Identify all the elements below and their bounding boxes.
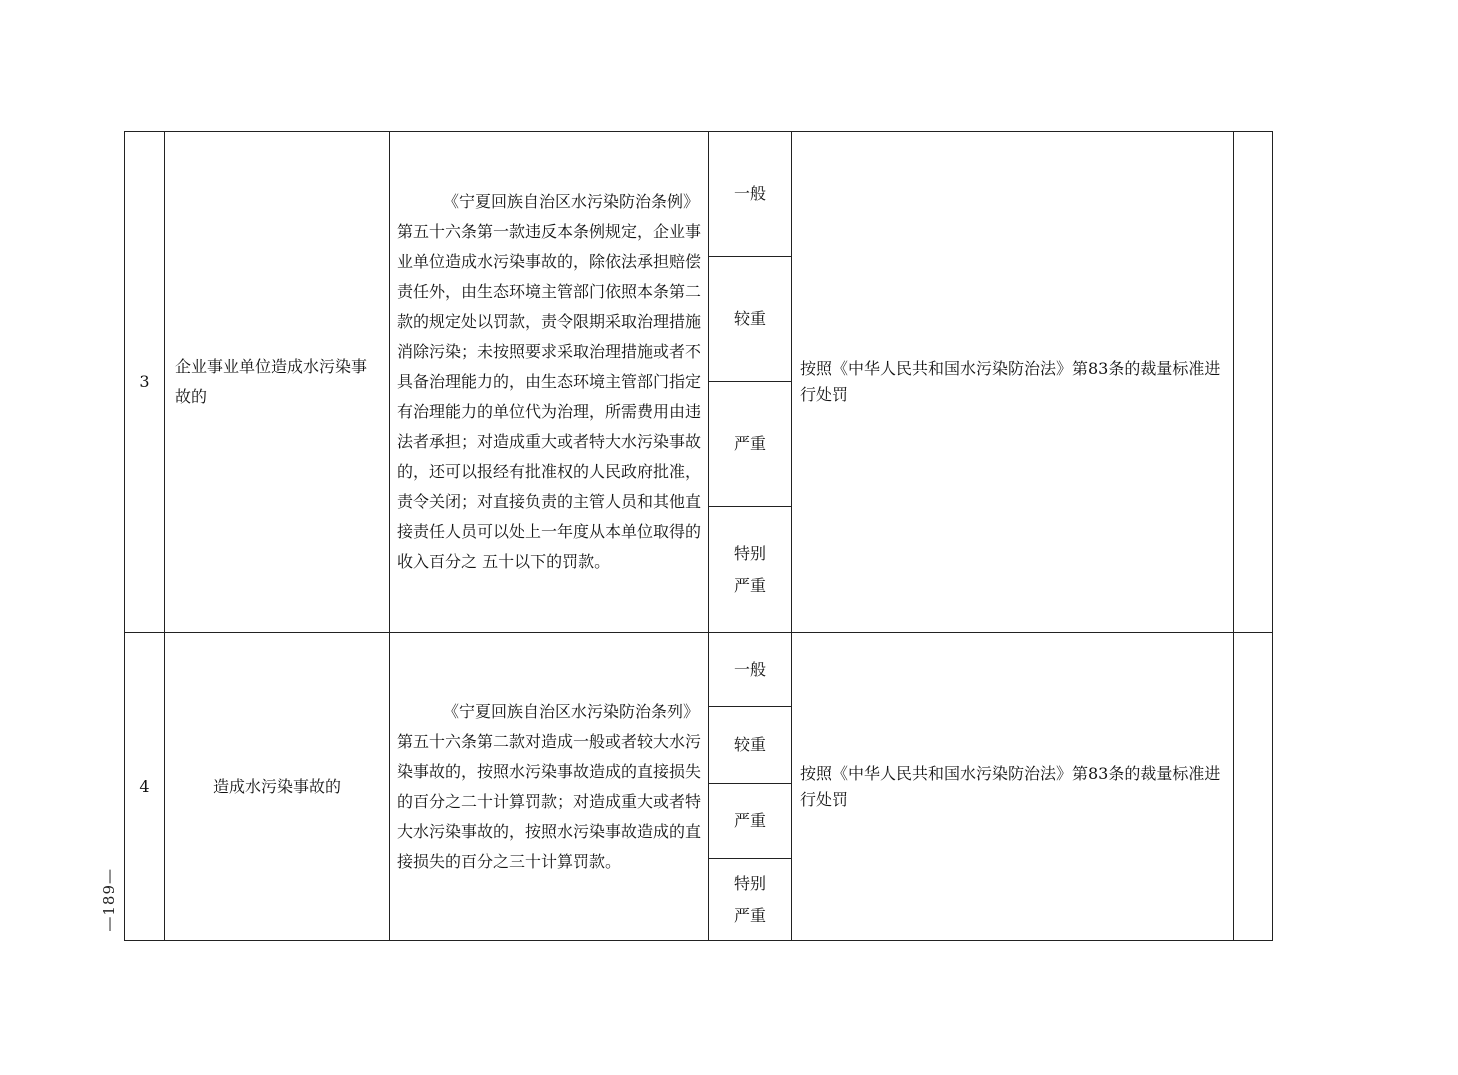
- violation-name-text: 企业事业单位造成水污染事故的: [175, 357, 368, 406]
- remark-cell: [1234, 633, 1273, 941]
- penalty-standard: 按照《中华人民共和国水污染防治法》第83条的裁量标准进行处罚: [792, 633, 1234, 941]
- level-severe: 严重: [709, 784, 792, 859]
- legal-basis: [390, 132, 709, 633]
- table-row: [125, 132, 1273, 257]
- violation-name: 造成水污染事故的: [165, 633, 390, 941]
- level-extremely-severe: [709, 859, 792, 941]
- level-general: 一般: [709, 633, 792, 707]
- page-number: —189—: [100, 868, 118, 932]
- row-number: 4: [125, 633, 165, 941]
- level-extremely-severe-text: 特别严重: [733, 873, 766, 925]
- level-general: 一般: [709, 132, 792, 257]
- legal-basis-text: 《宁夏回族自治区水污染防治条例》第五十六条第一款违反本条例规定，企业事业单位造成水污染事故的，除依法承担赔偿责任外，由生态环境主管部门依照本条第二款的规定处以罚款，责令限期采取治理措施消除污染；未按照要求采取治理措施或者不具备治理能力的，由生态环境主管部门指定有治理能力的单位代为治理，所需费用由违法者承担；对造成重大或者特大水污染事故的，还可以报经有批准权的人民政府批准，责令关闭；对直接负责的主管人员和其他直接责任人员可以处上一年度从本单位取得的收入百分之 五十以下的罚款。: [397, 192, 702, 571]
- level-extremely-severe-text: 特别严重: [733, 543, 766, 595]
- level-severe: 严重: [709, 382, 792, 507]
- level-extremely-severe: [709, 507, 792, 633]
- table-row: [125, 633, 1273, 707]
- legal-basis-text: 《宁夏回族自治区水污染防治条列》第五十六条第二款对造成一般或者较大水污染事故的，按照水污染事故造成的直接损失的百分之二十计算罚款；对造成重大或者特大水污染事故的，按照水污染事故造成的直接损失的百分之三十计算罚款。: [397, 701, 702, 871]
- remark-cell: [1234, 132, 1273, 633]
- level-serious: 较重: [709, 257, 792, 382]
- penalty-standard: 按照《中华人民共和国水污染防治法》第83条的裁量标准进行处罚: [792, 132, 1234, 633]
- row-number: 3: [125, 132, 165, 633]
- violation-name: [165, 132, 390, 633]
- legal-basis: [390, 633, 709, 941]
- penalty-table: [124, 131, 1273, 941]
- level-serious: 较重: [709, 707, 792, 784]
